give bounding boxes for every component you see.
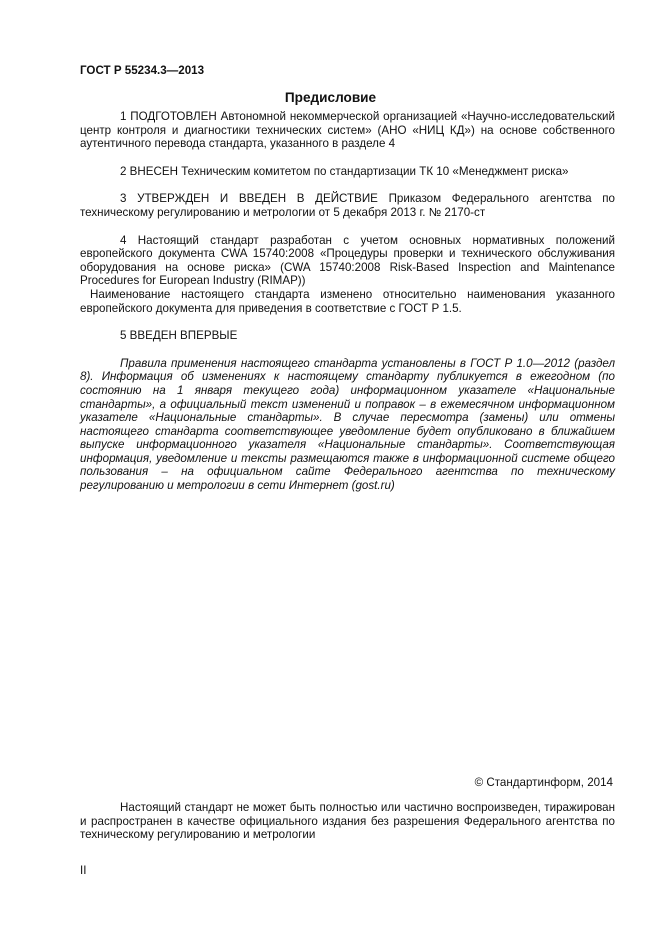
document-header: ГОСТ Р 55234.3—2013 xyxy=(80,64,205,77)
preface-body xyxy=(80,110,615,493)
rules-note: Правила применения настоящего стандарта установлены в ГОСТ Р 1.0—2012 (раздел 8). Информация об изменениях к настоящему стандарту публикуется в ежегодном (по состоянию на 1 января текущего года) информационном указателе «Национальные стандарты», а официальный текст изменений и поправок – в ежемесячном информационном указателе «Национальные стандарты». В случае пересмотра (замены) или отмены настоящего стандарта соответствующее уведомление будет опубликовано в ближайшем выпуске информационного указателя «Национальные стандарты». Соответствующая информация, уведомление и тексты размещаются также в информационной системе общего пользования – на официальном сайте Федерального агентства по техническому регулированию и метрологии в сети Интернет (gost.ru) xyxy=(80,356,615,493)
copyright: © Стандартинформ, 2014 xyxy=(474,776,613,789)
item-2: 2 ВНЕСЕН Техническим комитетом по стандартизации ТК 10 «Менеджмент риска» xyxy=(120,164,569,178)
reproduction-notice: Настоящий стандарт не может быть полностью или частично воспроизведен, тиражирован и распространен в качестве официального издания без разрешения Федерального агентства по техническому регулированию и метрологии xyxy=(80,801,615,842)
item-3: 3 УТВЕРЖДЕН И ВВЕДЕН В ДЕЙСТВИЕ Приказом Федерального агентства по техническому регулированию и метрологии от 5 декабря 2013 г. № 2170-ст xyxy=(80,192,615,219)
page-number: II xyxy=(80,864,87,877)
item-4: 4 Настоящий стандарт разработан с учетом основных нормативных положений европейского документа CWA 15740:2008 «Процедуры проверки и технического обслуживания оборудования на основе риска» (CWA 15740:2008 Risk-Based Inspection and Maintenance Procedures for European Industry (RIMAP)) xyxy=(80,233,615,288)
item-5: 5 ВВЕДЕН ВПЕРВЫЕ xyxy=(120,329,238,343)
item-1: 1 ПОДГОТОВЛЕН Автономной некоммерческой организацией «Научно-исследовательский центр контроля и диагностики технических систем» (АНО «НИЦ КД») на основе собственного аутентичного перевода стандарта, указанного в разделе 4 xyxy=(80,110,615,151)
item-4-note: Наименование настоящего стандарта изменено относительно наименования указанного европейского документа для приведения в соответствие с ГОСТ Р 1.5. xyxy=(80,287,615,315)
section-title: Предисловие xyxy=(284,90,377,105)
